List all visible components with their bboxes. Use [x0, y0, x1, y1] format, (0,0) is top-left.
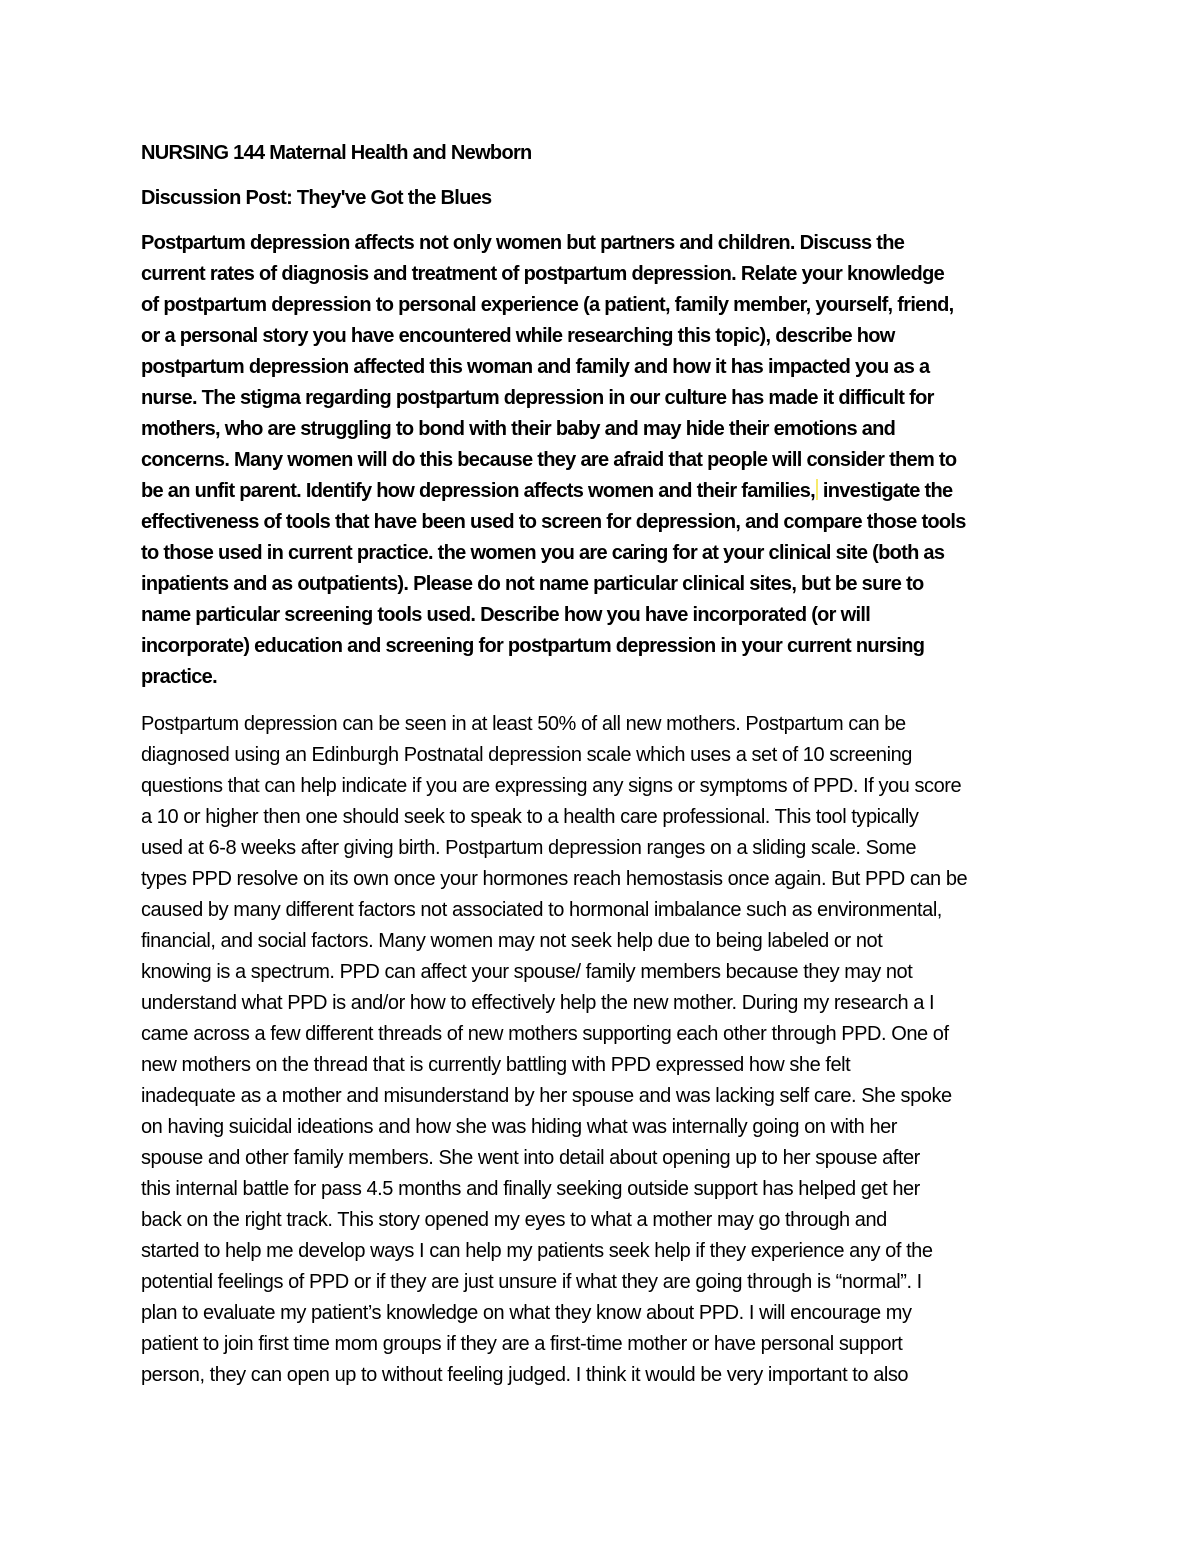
response-line: Postpartum depression can be seen in at least 50% of all new mothers. Postpartum can be	[141, 713, 906, 735]
discussion-response	[141, 709, 1066, 1391]
response-line: questions that can help indicate if you are expressing any signs or symptoms of PPD. If you score	[141, 775, 962, 797]
prompt-line: to those used in current practice. the women you are caring for at your clinical site (both as	[141, 542, 945, 564]
response-line: spouse and other family members. She went into detail about opening up to her spouse after	[141, 1147, 920, 1169]
response-line: new mothers on the thread that is currently battling with PPD expressed how she felt	[141, 1054, 851, 1076]
prompt-line: of postpartum depression to personal experience (a patient, family member, yourself, friend,	[141, 294, 954, 316]
paragraph-spacer	[141, 693, 1066, 709]
response-line: potential feelings of PPD or if they are just unsure if what they are going through is “normal”. I	[141, 1271, 922, 1293]
prompt-line	[141, 476, 1066, 507]
response-line: back on the right track. This story opened my eyes to what a mother may go through and	[141, 1209, 887, 1231]
prompt-line-segment: be an unfit parent. Identify how depression affects women and their families,	[141, 480, 816, 502]
response-line: plan to evaluate my patient’s knowledge on what they know about PPD. I will encourage my	[141, 1302, 912, 1324]
prompt-line: concerns. Many women will do this because they are afraid that people will consider them to	[141, 449, 957, 471]
document-body	[141, 138, 1066, 1391]
prompt-line: or a personal story you have encountered while researching this topic), describe how	[141, 325, 895, 347]
response-line: a 10 or higher then one should seek to speak to a health care professional. This tool typically	[141, 806, 919, 828]
response-line: started to help me develop ways I can help my patients seek help if they experience any of the	[141, 1240, 933, 1262]
response-line: financial, and social factors. Many women may not seek help due to being labeled or not	[141, 930, 883, 952]
response-line: inadequate as a mother and misunderstand by her spouse and was lacking self care. She spoke	[141, 1085, 952, 1107]
prompt-line: nurse. The stigma regarding postpartum depression in our culture has made it difficult for	[141, 387, 934, 409]
prompt-line: current rates of diagnosis and treatment of postpartum depression. Relate your knowledge	[141, 263, 945, 285]
response-line: understand what PPD is and/or how to effectively help the new mother. During my research a I	[141, 992, 935, 1014]
prompt-line: mothers, who are struggling to bond with their baby and may hide their emotions and	[141, 418, 896, 440]
response-line: caused by many different factors not associated to hormonal imbalance such as environmental,	[141, 899, 942, 921]
discussion-prompt	[141, 228, 1066, 693]
prompt-line: postpartum depression affected this woman and family and how it has impacted you as a	[141, 356, 930, 378]
response-line: on having suicidal ideations and how she was hiding what was internally going on with her	[141, 1116, 897, 1138]
prompt-line: incorporate) education and screening for postpartum depression in your current nursing	[141, 635, 925, 657]
response-line: diagnosed using an Edinburgh Postnatal depression scale which uses a set of 10 screening	[141, 744, 912, 766]
prompt-line: Postpartum depression affects not only women but partners and children. Discuss the	[141, 232, 905, 254]
response-line: types PPD resolve on its own once your hormones reach hemostasis once again. But PPD can be	[141, 868, 968, 890]
discussion-title: Discussion Post: They've Got the Blues	[141, 187, 492, 209]
course-title: NURSING 144 Maternal Health and Newborn	[141, 142, 532, 164]
prompt-line: practice.	[141, 666, 217, 688]
prompt-line-segment: investigate the	[818, 480, 953, 502]
response-line: came across a few different threads of new mothers supporting each other through PPD. One of	[141, 1023, 949, 1045]
prompt-line: name particular screening tools used. Describe how you have incorporated (or will	[141, 604, 871, 626]
prompt-line: effectiveness of tools that have been used to screen for depression, and compare those tools	[141, 511, 966, 533]
response-line: knowing is a spectrum. PPD can affect your spouse/ family members because they may not	[141, 961, 913, 983]
response-line: used at 6-8 weeks after giving birth. Postpartum depression ranges on a sliding scale. Some	[141, 837, 917, 859]
response-line: patient to join first time mom groups if they are a first-time mother or have personal support	[141, 1333, 903, 1355]
prompt-line: inpatients and as outpatients). Please do not name particular clinical sites, but be sure to	[141, 573, 924, 595]
response-line: this internal battle for pass 4.5 months and finally seeking outside support has helped get her	[141, 1178, 920, 1200]
response-line: person, they can open up to without feeling judged. I think it would be very important to also	[141, 1364, 909, 1386]
